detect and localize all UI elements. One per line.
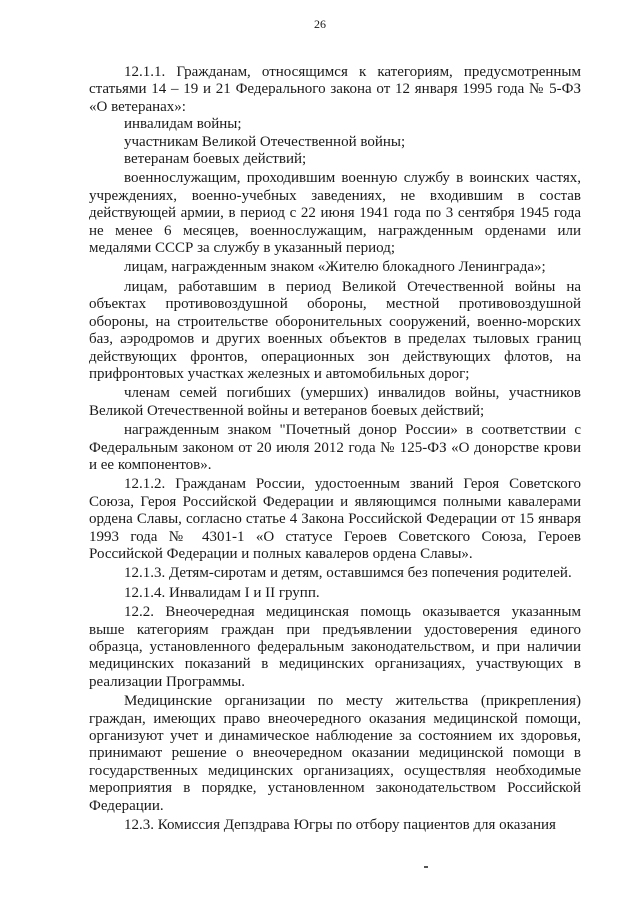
list-item: членам семей погибших (умерших) инвалидов войны, участников Великой Отечественной войны и ветеранов боевых действий; [89, 385, 581, 419]
list-item: инвалидам войны; [124, 116, 242, 133]
list-item: военнослужащим, проходившим военную службу в воинских частях, учреждениях, военно-учебных заведениях, не входившим в состав действующей армии, в период с 22 июня 1941 года по 3 сентября 1945 года не менее 6 месяцев, военнослужащим, награжденным орденами или медалями СССР за службу в указанный период; [89, 170, 581, 257]
list-item: лицам, работавшим в период Великой Отечественной войны на объектах противовоздушной обороны, местной противовоздушной обороны, на строительстве оборонительных сооружений, военно-морских баз, аэродромов и других военных объектов в пределах тыловых границ действующих фронтов, операционных зон действующих флотов, на прифронтовых участках железных и автомобильных дорог; [89, 278, 581, 382]
list-item: ветеранам боевых действий; [124, 151, 307, 168]
paragraph-12-1-2: 12.1.2. Гражданам России, удостоенным званий Героя Советского Союза, Героя Российской Федерации и являющимся полными кавалерами ордена Славы, согласно статье 4 Закона Российской Федерации от 15 января 1993 года № 4301-1 «О статусе Героев Советского Союза, Героев Российской Федерации и полных кавалеров ордена Славы». [89, 476, 581, 562]
list-item: участникам Великой Отечественной войны; [124, 133, 406, 150]
list-item: лицам, награжденным знаком «Жителю блокадного Ленинграда»; [124, 259, 546, 276]
document-body [89, 64, 581, 834]
paragraph-12-1-1: 12.1.1. Гражданам, относящимся к категориям, предусмотренным статьями 14 – 19 и 21 Федерального закона от 12 января 1995 года № 5-ФЗ «О ветеранах»: [89, 64, 581, 115]
paragraph-12-3: 12.3. Комиссия Депздрава Югры по отбору пациентов для оказания [124, 817, 556, 834]
page-number: 26 [314, 17, 326, 31]
scan-mark [424, 866, 428, 868]
list-item: награжденным знаком "Почетный донор России» в соответствии с Федеральным законом от 20 июля 2012 года № 125-ФЗ «О донорстве крови и ее компонентов». [89, 422, 581, 473]
paragraph-medical-organizations: Медицинские организации по месту жительства (прикрепления) граждан, имеющих право внеочередного оказания медицинской помощи, организуют учет и динамическое наблюдение за состоянием их здоровья, принимают решение о внеочередном оказании медицинской помощи в государственных медицинских организациях, осуществляя необходимые мероприятия в порядке, установленном законодательством Российской Федерации. [89, 693, 581, 814]
paragraph-12-1-4: 12.1.4. Инвалидам I и II групп. [124, 584, 320, 601]
paragraph-12-2: 12.2. Внеочередная медицинская помощь оказывается указанным выше категориям граждан при предъявлении удостоверения единого образца, установленного федеральным законодательством, и при наличии медицинских показаний в медицинских организациях, участвующих в реализации Программы. [89, 604, 581, 690]
paragraph-12-1-3: 12.1.3. Детям-сиротам и детям, оставшимся без попечения родителей. [124, 565, 572, 582]
